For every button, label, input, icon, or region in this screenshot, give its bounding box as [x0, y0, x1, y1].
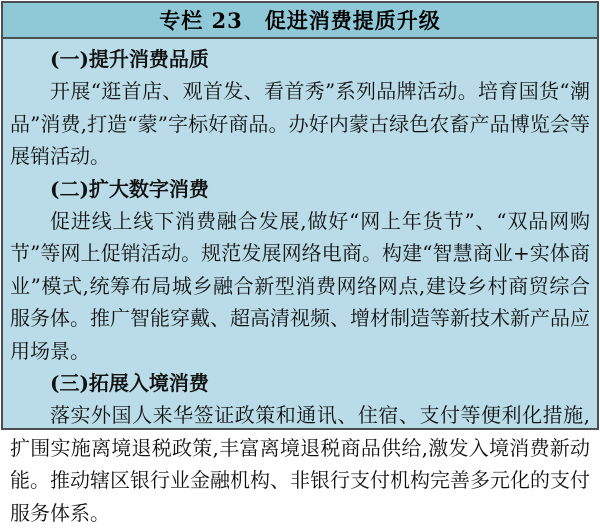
- section-paragraph: 开展“逛首店、观首发、看首秀”系列品牌活动。培育国货“潮品”消费,打造“蒙”字标好商品。办好内蒙古绿色农畜产品博览会等展销活动。: [10, 79, 590, 169]
- section: [10, 43, 590, 173]
- section-paragraph: 促进线上线下消费融合发展,做好“网上年货节”、“双品网购节”等网上促销活动。规范发展网络电商。构建“智慧商业+实体商业”模式,统筹布局城乡融合新型消费网络网点,建设乡村商贸综合服务体。推广智能穿戴、超高清视频、增材制造等新技术新产品应用场景。: [10, 209, 590, 363]
- column-box: [1, 1, 599, 525]
- section: [10, 367, 590, 529]
- section: [10, 173, 590, 367]
- section-heading: (一)提升消费品质: [50, 47, 209, 71]
- section-paragraph: 落实外国人来华签证政策和通讯、住宿、支付等便利化措施,扩围实施离境退税政策,丰富离境退税商品供给,激发入境消费新动能。推动辖区银行业金融机构、非银行支付机构完善多元化的支付服务体系。: [10, 403, 590, 525]
- section-heading: (二)扩大数字消费: [50, 176, 209, 201]
- section-heading: (三)拓展入境消费: [50, 371, 209, 396]
- column-header: [3, 3, 597, 39]
- column-title: 专栏 23 促进消费提质升级: [159, 8, 441, 33]
- column-body: [3, 39, 597, 529]
